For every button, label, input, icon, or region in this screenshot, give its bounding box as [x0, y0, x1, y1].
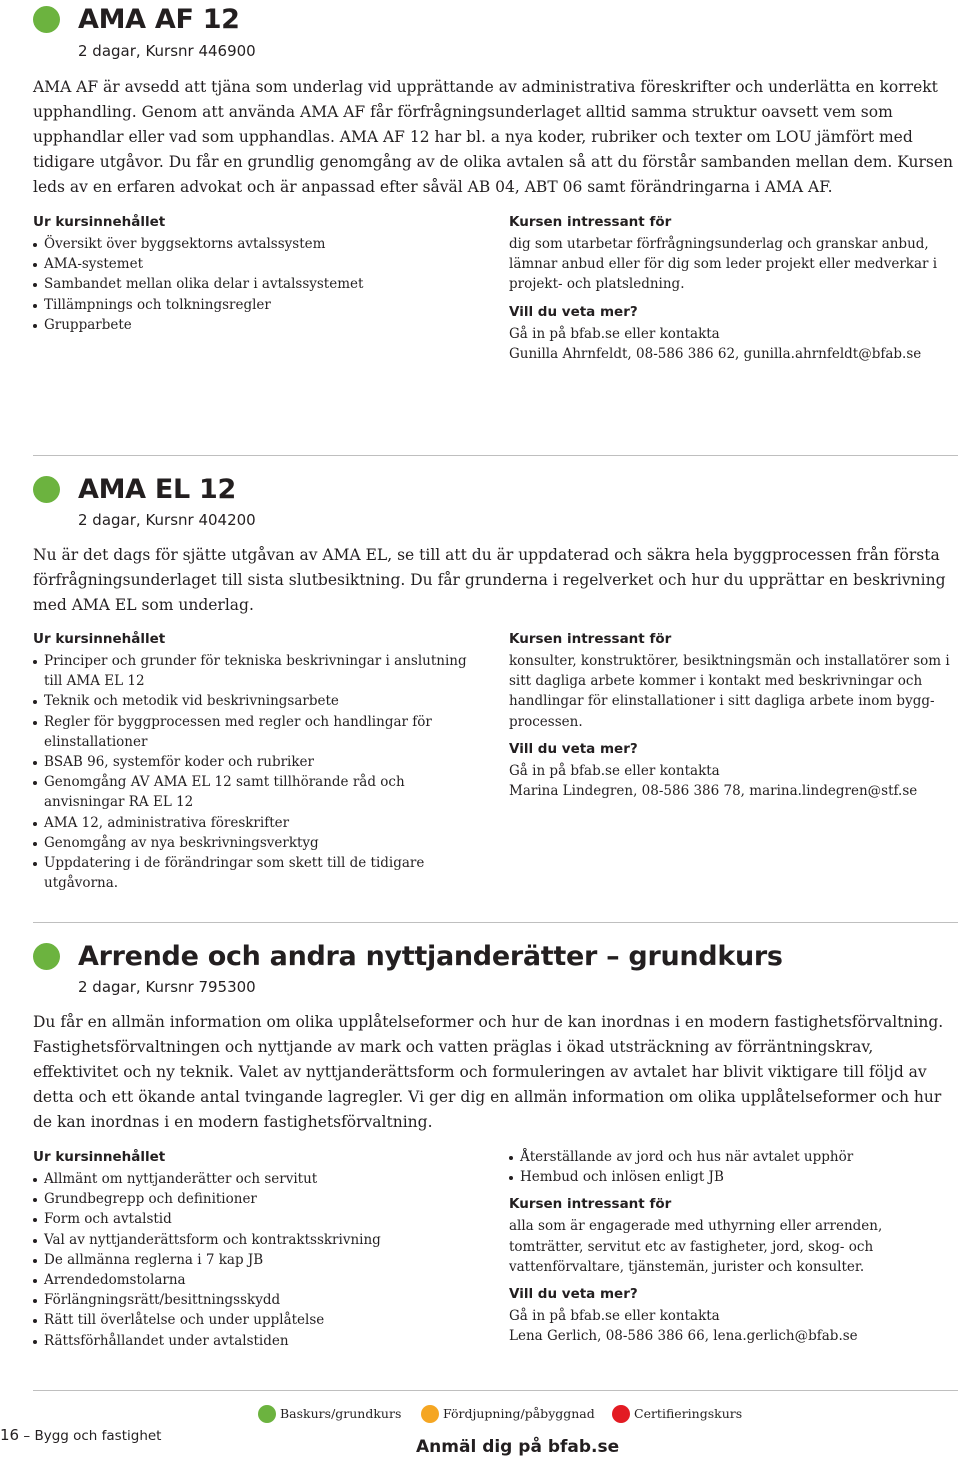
audience-heading: Kursen intressant för [509, 631, 672, 647]
footer-page-label [0, 1424, 161, 1447]
course-subtitle: 2 dagar, Kursnr 795300 [78, 978, 256, 996]
content-list [33, 1169, 483, 1351]
list-item: Principer och grunder för tekniska beskrivningar i anslutning till AMA EL 12 [33, 651, 473, 691]
course-intro: AMA AF är avsedd att tjäna som underlag vid upprättande av administrativa föreskrifter och underlätta en korrekt upphandling. Genom att använda AMA AF får förfrågningsunderlaget alltid samma struktur oavsett vem som upphandlar eller vad som upphandlas. AMA AF 12 har bl. a nya koder, rubriker och texter om LOU jämfört med tidigare utgåvor. Du får en grundlig genomgång av de olika avtalen så att du förstår sambanden mellan dem. Kursen leds av en erfaren advokat och är anpassad efter såväl AB 04, ABT 06 samt förändringarna i AMA AF. [33, 78, 954, 196]
course-info-column [509, 212, 959, 364]
list-item: Återställande av jord och hus när avtalet upphör [509, 1147, 959, 1167]
certification-course-legend-icon [612, 1405, 630, 1423]
advanced-course-legend-icon [421, 1405, 439, 1423]
course-info-column [509, 629, 959, 801]
legend-advanced: Fördjupning/påbyggnad [443, 1406, 595, 1421]
list-item: Förlängningsrätt/besittningsskydd [33, 1290, 483, 1310]
list-item: Rätt till överlåtelse och under upplåtelse [33, 1310, 483, 1330]
content-heading: Ur kursinnehållet [33, 1149, 166, 1165]
register-link[interactable]: Anmäl dig på bfab.se [416, 1437, 620, 1457]
list-item: De allmänna reglerna i 7 kap JB [33, 1250, 483, 1270]
contact-line[interactable]: Lena Gerlich, 08-586 386 66, lena.gerlich@bfab.se [509, 1328, 858, 1345]
content-list [33, 651, 473, 893]
list-item: Tillämpnings och tolkningsregler [33, 295, 483, 315]
course-title: AMA AF 12 [78, 4, 240, 35]
list-item: Genomgång av nya beskrivningsverktyg [33, 833, 473, 853]
course-title: AMA EL 12 [78, 474, 236, 505]
list-item: Grupparbete [33, 315, 483, 335]
list-item: Arrendedomstolarna [33, 1270, 483, 1290]
audience-text: dig som utarbetar förfrågningsunderlag och granskar anbud, lämnar anbud eller för dig som leder projekt eller medverkar i projekt- och platsledning. [509, 236, 938, 293]
list-item: Allmänt om nyttjanderätter och servitut [33, 1169, 483, 1189]
course-title: Arrende och andra nyttjanderätter – grundkurs [78, 941, 783, 972]
course-content-column [33, 1147, 483, 1351]
more-info-line: Gå in på bfab.se eller kontakta [509, 325, 720, 342]
basic-course-dot-icon [33, 476, 60, 503]
list-item: Uppdatering i de förändringar som skett till de tidigare utgåvorna. [33, 853, 473, 893]
course-subtitle: 2 dagar, Kursnr 446900 [78, 42, 256, 60]
course-content-column [33, 629, 483, 893]
footer-dash: – [23, 1428, 31, 1444]
course-intro: Nu är det dags för sjätte utgåvan av AMA EL, se till att du är uppdaterad och säkra hela byggprocessen från första förfrågningsunderlaget till sista slutbesiktning. Du får grunderna i regelverket och hur du upprättar en beskrivning med AMA EL som underlag. [33, 546, 946, 614]
list-item: Rättsförhållandet under avtalstiden [33, 1331, 483, 1351]
more-info-heading: Vill du veta mer? [509, 740, 638, 757]
audience-heading: Kursen intressant för [509, 214, 672, 230]
content-heading: Ur kursinnehållet [33, 631, 166, 647]
contact-line[interactable]: Gunilla Ahrnfeldt, 08-586 386 62, gunilla.ahrnfeldt@bfab.se [509, 345, 922, 362]
list-item: Översikt över byggsektorns avtalssystem [33, 234, 483, 254]
legend-certification: Certifieringskurs [634, 1406, 743, 1421]
list-item: Form och avtalstid [33, 1209, 483, 1229]
list-item: Hembud och inlösen enligt JB [509, 1167, 959, 1187]
list-item: Teknik och metodik vid beskrivningsarbete [33, 691, 473, 711]
section-divider [33, 455, 958, 456]
more-info-line: Gå in på bfab.se eller kontakta [509, 1308, 720, 1325]
course-intro: Du får en allmän information om olika upplåtelseformer och hur de kan inordnas i en modern fastighetsförvaltning. Fastighetsförvaltningen och nyttjande av mark och vatten präglas i ökad utsträckning av förräntningskrav, effektivitet och ny teknik. Valet av nyttjanderättsform och formuleringen av avtalet har blivit viktigare till följd av detta och ett ökande antal tvingande lagregler. Vi ger dig en allmän information om olika upplåtelseformer och hur de kan inordnas i en modern fastighetsförvaltning. [33, 1013, 944, 1131]
audience-heading: Kursen intressant för [509, 1196, 672, 1213]
contact-line[interactable]: Marina Lindegren, 08-586 386 78, marina.lindegren@stf.se [509, 783, 918, 800]
audience-text: konsulter, konstruktörer, besiktningsmän och installatörer som i sitt dagliga arbete kommer i kontakt med beskrivningar och handlingar för elinstallationer i sitt dagliga arbete inom bygg-processen. [509, 653, 950, 730]
basic-course-dot-icon [33, 943, 60, 970]
course-content-column [33, 212, 483, 335]
more-info-heading: Vill du veta mer? [509, 1286, 638, 1303]
content-list-continued [509, 1147, 959, 1187]
section-divider [33, 922, 958, 923]
more-info-line: Gå in på bfab.se eller kontakta [509, 762, 720, 779]
list-item: AMA 12, administrativa föreskrifter [33, 813, 473, 833]
content-heading: Ur kursinnehållet [33, 214, 166, 230]
list-item: Val av nyttjanderättsform och kontraktsskrivning [33, 1230, 483, 1250]
list-item: AMA-systemet [33, 254, 483, 274]
list-item: BSAB 96, systemför koder och rubriker [33, 752, 473, 772]
footer-divider [33, 1390, 958, 1391]
footer-section: Bygg och fastighet [34, 1428, 162, 1444]
audience-text: alla som är engagerade med uthyrning eller arrenden, tomträtter, servitut etc av fastigheter, jord, skog- och vattenförvaltare, tjänstemän, jurister och konsulter. [509, 1218, 883, 1275]
course-subtitle: 2 dagar, Kursnr 404200 [78, 511, 256, 529]
list-item: Genomgång AV AMA EL 12 samt tillhörande råd och anvisningar RA EL 12 [33, 772, 473, 812]
basic-course-legend-icon [258, 1405, 276, 1423]
list-item: Sambandet mellan olika delar i avtalssystemet [33, 274, 483, 294]
basic-course-dot-icon [33, 6, 60, 33]
more-info-heading: Vill du veta mer? [509, 303, 638, 320]
course-info-column [509, 1147, 959, 1346]
list-item: Regler för byggprocessen med regler och handlingar för elinstallationer [33, 712, 473, 752]
page-number: 16 [0, 1426, 20, 1444]
legend-basic: Baskurs/grundkurs [280, 1406, 402, 1421]
content-list [33, 234, 483, 335]
list-item: Grundbegrepp och definitioner [33, 1189, 483, 1209]
